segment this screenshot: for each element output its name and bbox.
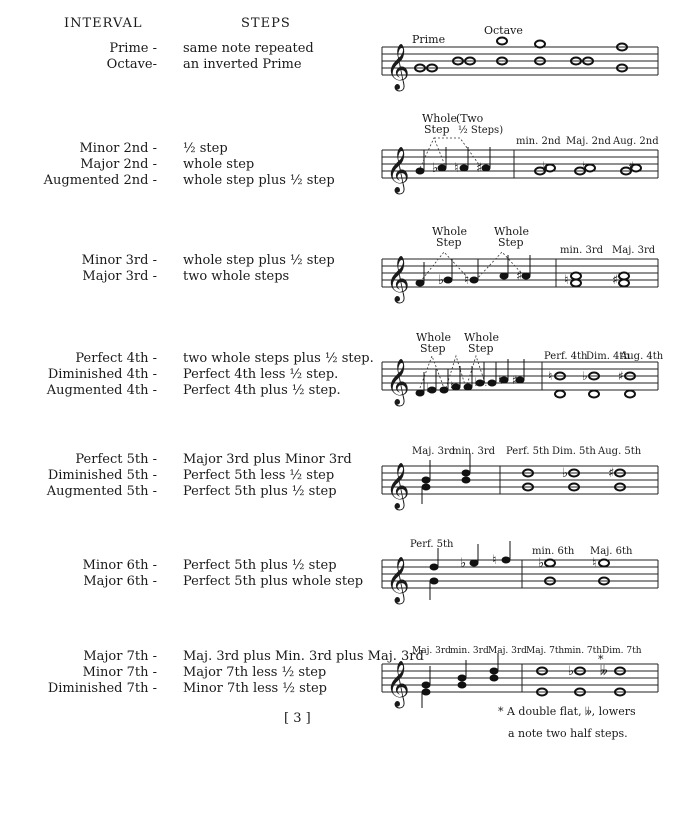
score-label: min. 6th bbox=[532, 546, 575, 557]
score-label: Maj. 3rd bbox=[488, 646, 527, 656]
score-label: Aug. 2nd bbox=[613, 136, 659, 147]
step-description: whole step plus ½ step bbox=[183, 173, 335, 188]
treble-clef-icon: 𝄞 bbox=[386, 463, 410, 509]
score-label: Perf. 4th bbox=[544, 351, 588, 362]
score-label: Maj. 3rd bbox=[412, 646, 451, 656]
footnote-marker: * bbox=[598, 653, 604, 666]
interval-names bbox=[47, 452, 157, 500]
interval-name: Diminished 5th - bbox=[47, 468, 157, 483]
step-description: two whole steps bbox=[183, 269, 290, 284]
staff-prime-octave bbox=[380, 24, 660, 90]
interval-steps bbox=[183, 253, 335, 285]
staff-lines bbox=[382, 362, 658, 390]
interval-steps bbox=[183, 141, 335, 189]
interval-name: Minor 3rd - bbox=[81, 253, 157, 268]
step-description: Major 7th less ½ step bbox=[183, 665, 327, 680]
score-label: Step bbox=[424, 123, 450, 136]
staff-fifths bbox=[380, 440, 660, 510]
step-description: Maj. 3rd plus Min. 3rd plus Maj. 3rd bbox=[183, 649, 424, 664]
score-label: Dim. 4th bbox=[586, 351, 630, 362]
svg-text:𝄫: 𝄫 bbox=[600, 664, 608, 679]
footnote-line: a note two half steps. bbox=[508, 727, 628, 740]
step-description: whole step plus ½ step bbox=[183, 253, 335, 268]
page-number: [ 3 ] bbox=[284, 711, 311, 726]
step-description: Perfect 5th less ½ step bbox=[183, 468, 335, 483]
step-description: whole step bbox=[183, 157, 255, 172]
step-description: an inverted Prime bbox=[183, 57, 302, 72]
score-label: Maj. 3rd bbox=[612, 245, 656, 256]
svg-text:♯: ♯ bbox=[512, 373, 518, 387]
svg-text:♯: ♯ bbox=[476, 161, 483, 176]
treble-clef-icon: 𝄞 bbox=[386, 44, 410, 90]
score-label: Maj. 2nd bbox=[566, 136, 611, 147]
staff-lines bbox=[382, 150, 658, 178]
step-description: Perfect 4th less ½ step. bbox=[183, 367, 339, 382]
score-label: Whole bbox=[416, 331, 452, 344]
interval-name: Perfect 4th - bbox=[75, 351, 157, 366]
interval-name: Major 7th - bbox=[83, 649, 157, 664]
step-description: Perfect 5th plus whole step bbox=[183, 574, 364, 589]
score-label: Aug. 5th bbox=[598, 446, 642, 457]
treble-clef-icon: 𝄞 bbox=[386, 557, 410, 603]
staff-sixths bbox=[380, 536, 660, 606]
svg-text:♭: ♭ bbox=[538, 556, 545, 571]
svg-text:♮: ♮ bbox=[464, 273, 469, 288]
interval-names bbox=[47, 351, 157, 399]
svg-text:♭: ♭ bbox=[568, 664, 575, 679]
score-label: min. 2nd bbox=[516, 136, 561, 147]
svg-text:♭: ♭ bbox=[474, 375, 480, 389]
svg-text:♭: ♭ bbox=[460, 556, 467, 571]
staff-fourths bbox=[380, 330, 664, 410]
staff-sevenths bbox=[380, 636, 660, 706]
interval-steps bbox=[183, 558, 363, 590]
svg-text:♭: ♭ bbox=[542, 160, 549, 175]
svg-text:♯: ♯ bbox=[612, 273, 619, 288]
score-label: Perf. 5th bbox=[506, 446, 550, 457]
interval-names bbox=[48, 649, 157, 697]
interval-steps bbox=[183, 41, 314, 73]
interval-steps bbox=[183, 452, 352, 500]
svg-text:♭: ♭ bbox=[562, 466, 569, 481]
interval-name: Major 3rd - bbox=[82, 269, 157, 284]
svg-text:♭: ♭ bbox=[438, 273, 445, 288]
treble-clef-icon: 𝄞 bbox=[386, 661, 410, 707]
score-label: Aug. 4th bbox=[620, 351, 664, 362]
interval-name: Diminished 4th - bbox=[47, 367, 157, 382]
treble-clef-icon: 𝄞 bbox=[386, 256, 410, 302]
staff-thirds bbox=[380, 224, 660, 304]
svg-text:♭: ♭ bbox=[582, 369, 588, 383]
step-description: ½ step bbox=[183, 141, 228, 156]
notes bbox=[430, 557, 511, 585]
score-label: ½ Steps) bbox=[458, 125, 504, 136]
staff-lines bbox=[382, 560, 658, 588]
score-label: Octave bbox=[484, 24, 523, 37]
score-label: Step bbox=[468, 342, 494, 355]
interval-names bbox=[83, 558, 157, 590]
score-label: Perf. 5th bbox=[410, 539, 454, 550]
step-description: same note repeated bbox=[183, 41, 314, 56]
svg-text:♭: ♭ bbox=[426, 381, 432, 395]
step-description: Minor 7th less ½ step bbox=[183, 681, 327, 696]
score-label: Step bbox=[498, 236, 524, 249]
score-label: min. 3rd bbox=[452, 446, 496, 457]
score-label: Step bbox=[436, 236, 462, 249]
svg-text:♮: ♮ bbox=[592, 556, 597, 571]
score-label: Whole bbox=[422, 112, 458, 125]
step-description: Perfect 5th plus ½ step bbox=[183, 484, 337, 499]
svg-text:♮: ♮ bbox=[548, 369, 553, 383]
svg-text:♭: ♭ bbox=[432, 161, 439, 176]
whole-notes bbox=[535, 165, 641, 175]
interval-name: Perfect 5th - bbox=[75, 452, 157, 467]
step-description: Perfect 4th plus ½ step. bbox=[183, 383, 341, 398]
score-label: Whole bbox=[432, 225, 468, 238]
score-label: Step bbox=[420, 342, 446, 355]
interval-name: Prime - bbox=[109, 41, 157, 56]
svg-text:♮: ♮ bbox=[450, 379, 455, 393]
interval-steps bbox=[183, 351, 374, 399]
treble-clef-icon: 𝄞 bbox=[386, 147, 410, 193]
score-label: Dim. 5th bbox=[552, 446, 596, 457]
score-label: Whole bbox=[464, 331, 500, 344]
step-description: Perfect 5th plus ½ step bbox=[183, 558, 337, 573]
interval-names bbox=[44, 141, 157, 189]
score-label: Whole bbox=[494, 225, 530, 238]
accidental-icons bbox=[460, 553, 597, 571]
interval-name: Major 6th - bbox=[83, 574, 157, 589]
score-label: min. 3rd bbox=[560, 245, 604, 256]
interval-name: Diminished 7th - bbox=[47, 681, 157, 696]
steps-header: STEPS bbox=[241, 16, 291, 31]
interval-name: Augmented 4th - bbox=[46, 383, 157, 398]
step-description: two whole steps plus ½ step. bbox=[183, 351, 374, 366]
score-label: Dim. 7th bbox=[602, 646, 642, 656]
svg-text:♯: ♯ bbox=[618, 369, 624, 383]
interval-names bbox=[82, 253, 157, 285]
score-label: Prime bbox=[412, 33, 446, 46]
score-label: Maj. 3rd bbox=[412, 446, 456, 457]
score-label: Maj. 6th bbox=[590, 546, 633, 557]
interval-name: Minor 7th - bbox=[82, 665, 157, 680]
svg-text:♮: ♮ bbox=[492, 553, 497, 568]
staff-seconds bbox=[380, 110, 660, 193]
interval-name: Augmented 2nd - bbox=[43, 173, 157, 188]
step-description: Major 3rd plus Minor 3rd bbox=[183, 452, 352, 467]
interval-header: INTERVAL bbox=[64, 16, 143, 31]
footnote-line: * A double flat, 𝄫, lowers bbox=[498, 705, 636, 718]
svg-text:♯: ♯ bbox=[516, 269, 523, 284]
svg-text:♯: ♯ bbox=[628, 160, 635, 175]
score-label: min. 3rd bbox=[450, 646, 489, 656]
svg-text:♮: ♮ bbox=[454, 161, 459, 176]
svg-text:♯: ♯ bbox=[608, 466, 615, 481]
score-label: Maj. 7th bbox=[526, 646, 565, 656]
interval-name: Minor 2nd - bbox=[79, 141, 157, 156]
score-label: min. 7th bbox=[564, 646, 603, 656]
interval-name: Major 2nd - bbox=[80, 157, 157, 172]
interval-names bbox=[107, 41, 157, 73]
notes bbox=[422, 668, 499, 696]
score-label: (Two bbox=[456, 112, 484, 125]
interval-name: Minor 6th - bbox=[82, 558, 157, 573]
svg-text:♮: ♮ bbox=[498, 373, 503, 387]
interval-name: Augmented 5th - bbox=[46, 484, 157, 499]
whole-notes bbox=[537, 668, 625, 696]
treble-clef-icon: 𝄞 bbox=[386, 359, 410, 405]
svg-text:♮: ♮ bbox=[582, 160, 587, 175]
interval-name: Octave- bbox=[106, 57, 157, 72]
svg-text:♮: ♮ bbox=[564, 273, 569, 288]
